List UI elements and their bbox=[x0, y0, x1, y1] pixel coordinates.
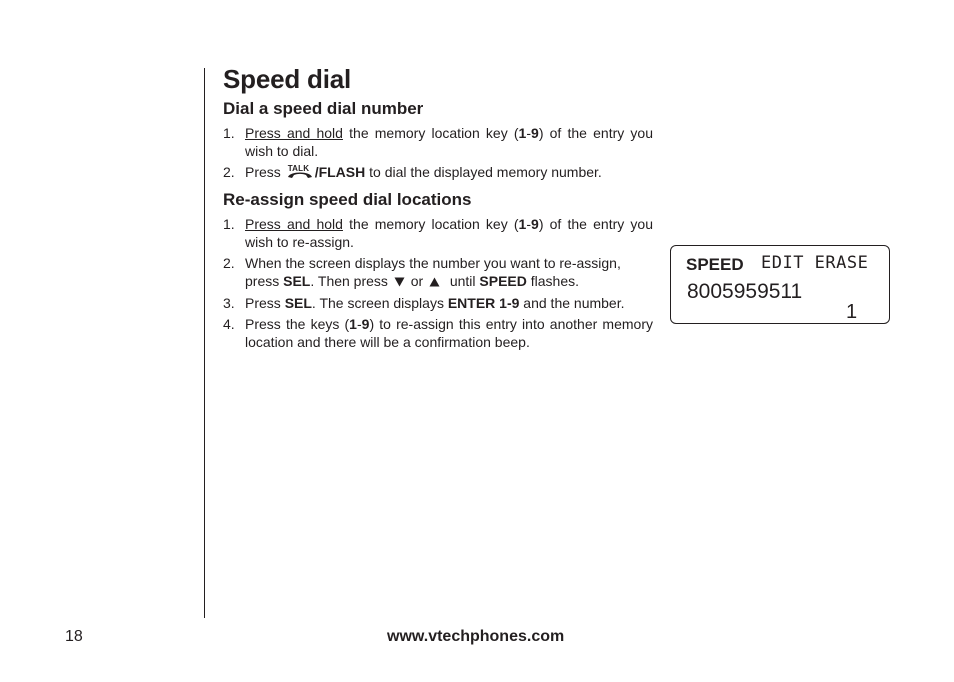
step-text-part: ) of the entry you wish to re-assign. bbox=[245, 216, 653, 250]
step-number: 2. bbox=[223, 255, 235, 271]
list-item bbox=[223, 315, 653, 351]
page-number: 18 bbox=[65, 628, 83, 645]
step-number: 2. bbox=[223, 164, 235, 180]
step-text-part: flashes. bbox=[526, 273, 580, 289]
key-label: 1 bbox=[518, 125, 527, 141]
step-text-part: - bbox=[526, 125, 532, 141]
step-text-part: - bbox=[356, 316, 362, 332]
step-text bbox=[245, 294, 653, 312]
key-label: 9 bbox=[531, 125, 539, 141]
step-text bbox=[245, 215, 653, 251]
reassign-steps-list bbox=[223, 215, 653, 351]
key-label: 1 bbox=[349, 316, 357, 332]
page-content bbox=[223, 62, 653, 354]
up-arrow-icon bbox=[429, 273, 440, 291]
step-text-part: the memory location key ( bbox=[342, 216, 519, 232]
step-text-part: When the screen displays the number you want to re-assign, press bbox=[245, 255, 621, 289]
down-arrow-icon bbox=[394, 273, 405, 291]
step-text-part: Press bbox=[245, 295, 285, 311]
enter-label: ENTER 1-9 bbox=[447, 295, 520, 311]
step-text-part: until bbox=[442, 273, 480, 289]
list-item bbox=[223, 254, 653, 291]
step-text-part: the memory location key ( bbox=[342, 125, 519, 141]
website-url: www.vtechphones.com bbox=[387, 628, 565, 645]
lcd-display bbox=[670, 245, 890, 324]
lcd-menu-text: EDIT ERASE bbox=[761, 253, 869, 273]
step-text bbox=[245, 163, 653, 181]
vertical-divider bbox=[204, 68, 205, 618]
key-label: 1 bbox=[518, 216, 527, 232]
flash-key-label: /FLASH bbox=[314, 164, 366, 180]
step-text-part: . Then press bbox=[310, 273, 392, 289]
press-and-hold-text: Press and hold bbox=[245, 216, 343, 232]
step-text bbox=[245, 254, 653, 291]
list-item bbox=[223, 294, 653, 312]
step-number: 4. bbox=[223, 316, 235, 332]
step-text-part: or bbox=[406, 273, 428, 289]
talk-label: TALK bbox=[287, 164, 310, 173]
step-text-part: to dial the displayed memory number. bbox=[365, 164, 602, 180]
section-heading-dial: Dial a speed dial number bbox=[223, 99, 424, 118]
step-text-part: ) to re-assign this entry into another memory location and there will be a confirmation beep. bbox=[245, 316, 653, 350]
step-number: 1. bbox=[223, 216, 235, 232]
press-and-hold-text: Press and hold bbox=[245, 125, 343, 141]
list-item bbox=[223, 124, 653, 160]
step-text-part: and the number. bbox=[519, 295, 625, 311]
step-text-part: Press the keys ( bbox=[245, 316, 350, 332]
list-item bbox=[223, 215, 653, 251]
step-number: 1. bbox=[223, 125, 235, 141]
lcd-phone-number: 8005959511 bbox=[687, 280, 803, 303]
page-title: Speed dial bbox=[223, 64, 352, 94]
talk-phone-icon bbox=[285, 165, 315, 179]
step-text bbox=[245, 315, 653, 351]
key-label: 9 bbox=[531, 216, 539, 232]
step-text bbox=[245, 124, 653, 160]
speed-label: SPEED bbox=[479, 273, 527, 289]
list-item bbox=[223, 163, 653, 181]
sel-key-label: SEL bbox=[283, 273, 311, 289]
dial-steps-list bbox=[223, 124, 653, 181]
step-number: 3. bbox=[223, 295, 235, 311]
step-text-part: . The screen displays bbox=[311, 295, 448, 311]
step-text-part: - bbox=[526, 216, 532, 232]
step-text-part: Press bbox=[245, 164, 285, 180]
step-text-part: ) of the entry you wish to dial. bbox=[245, 125, 653, 159]
key-label: 9 bbox=[361, 316, 370, 332]
section-heading-reassign: Re-assign speed dial locations bbox=[223, 190, 472, 209]
sel-key-label: SEL bbox=[284, 295, 312, 311]
lcd-speed-text: SPEED bbox=[686, 255, 744, 274]
lcd-memory-index: 1 bbox=[846, 301, 858, 323]
